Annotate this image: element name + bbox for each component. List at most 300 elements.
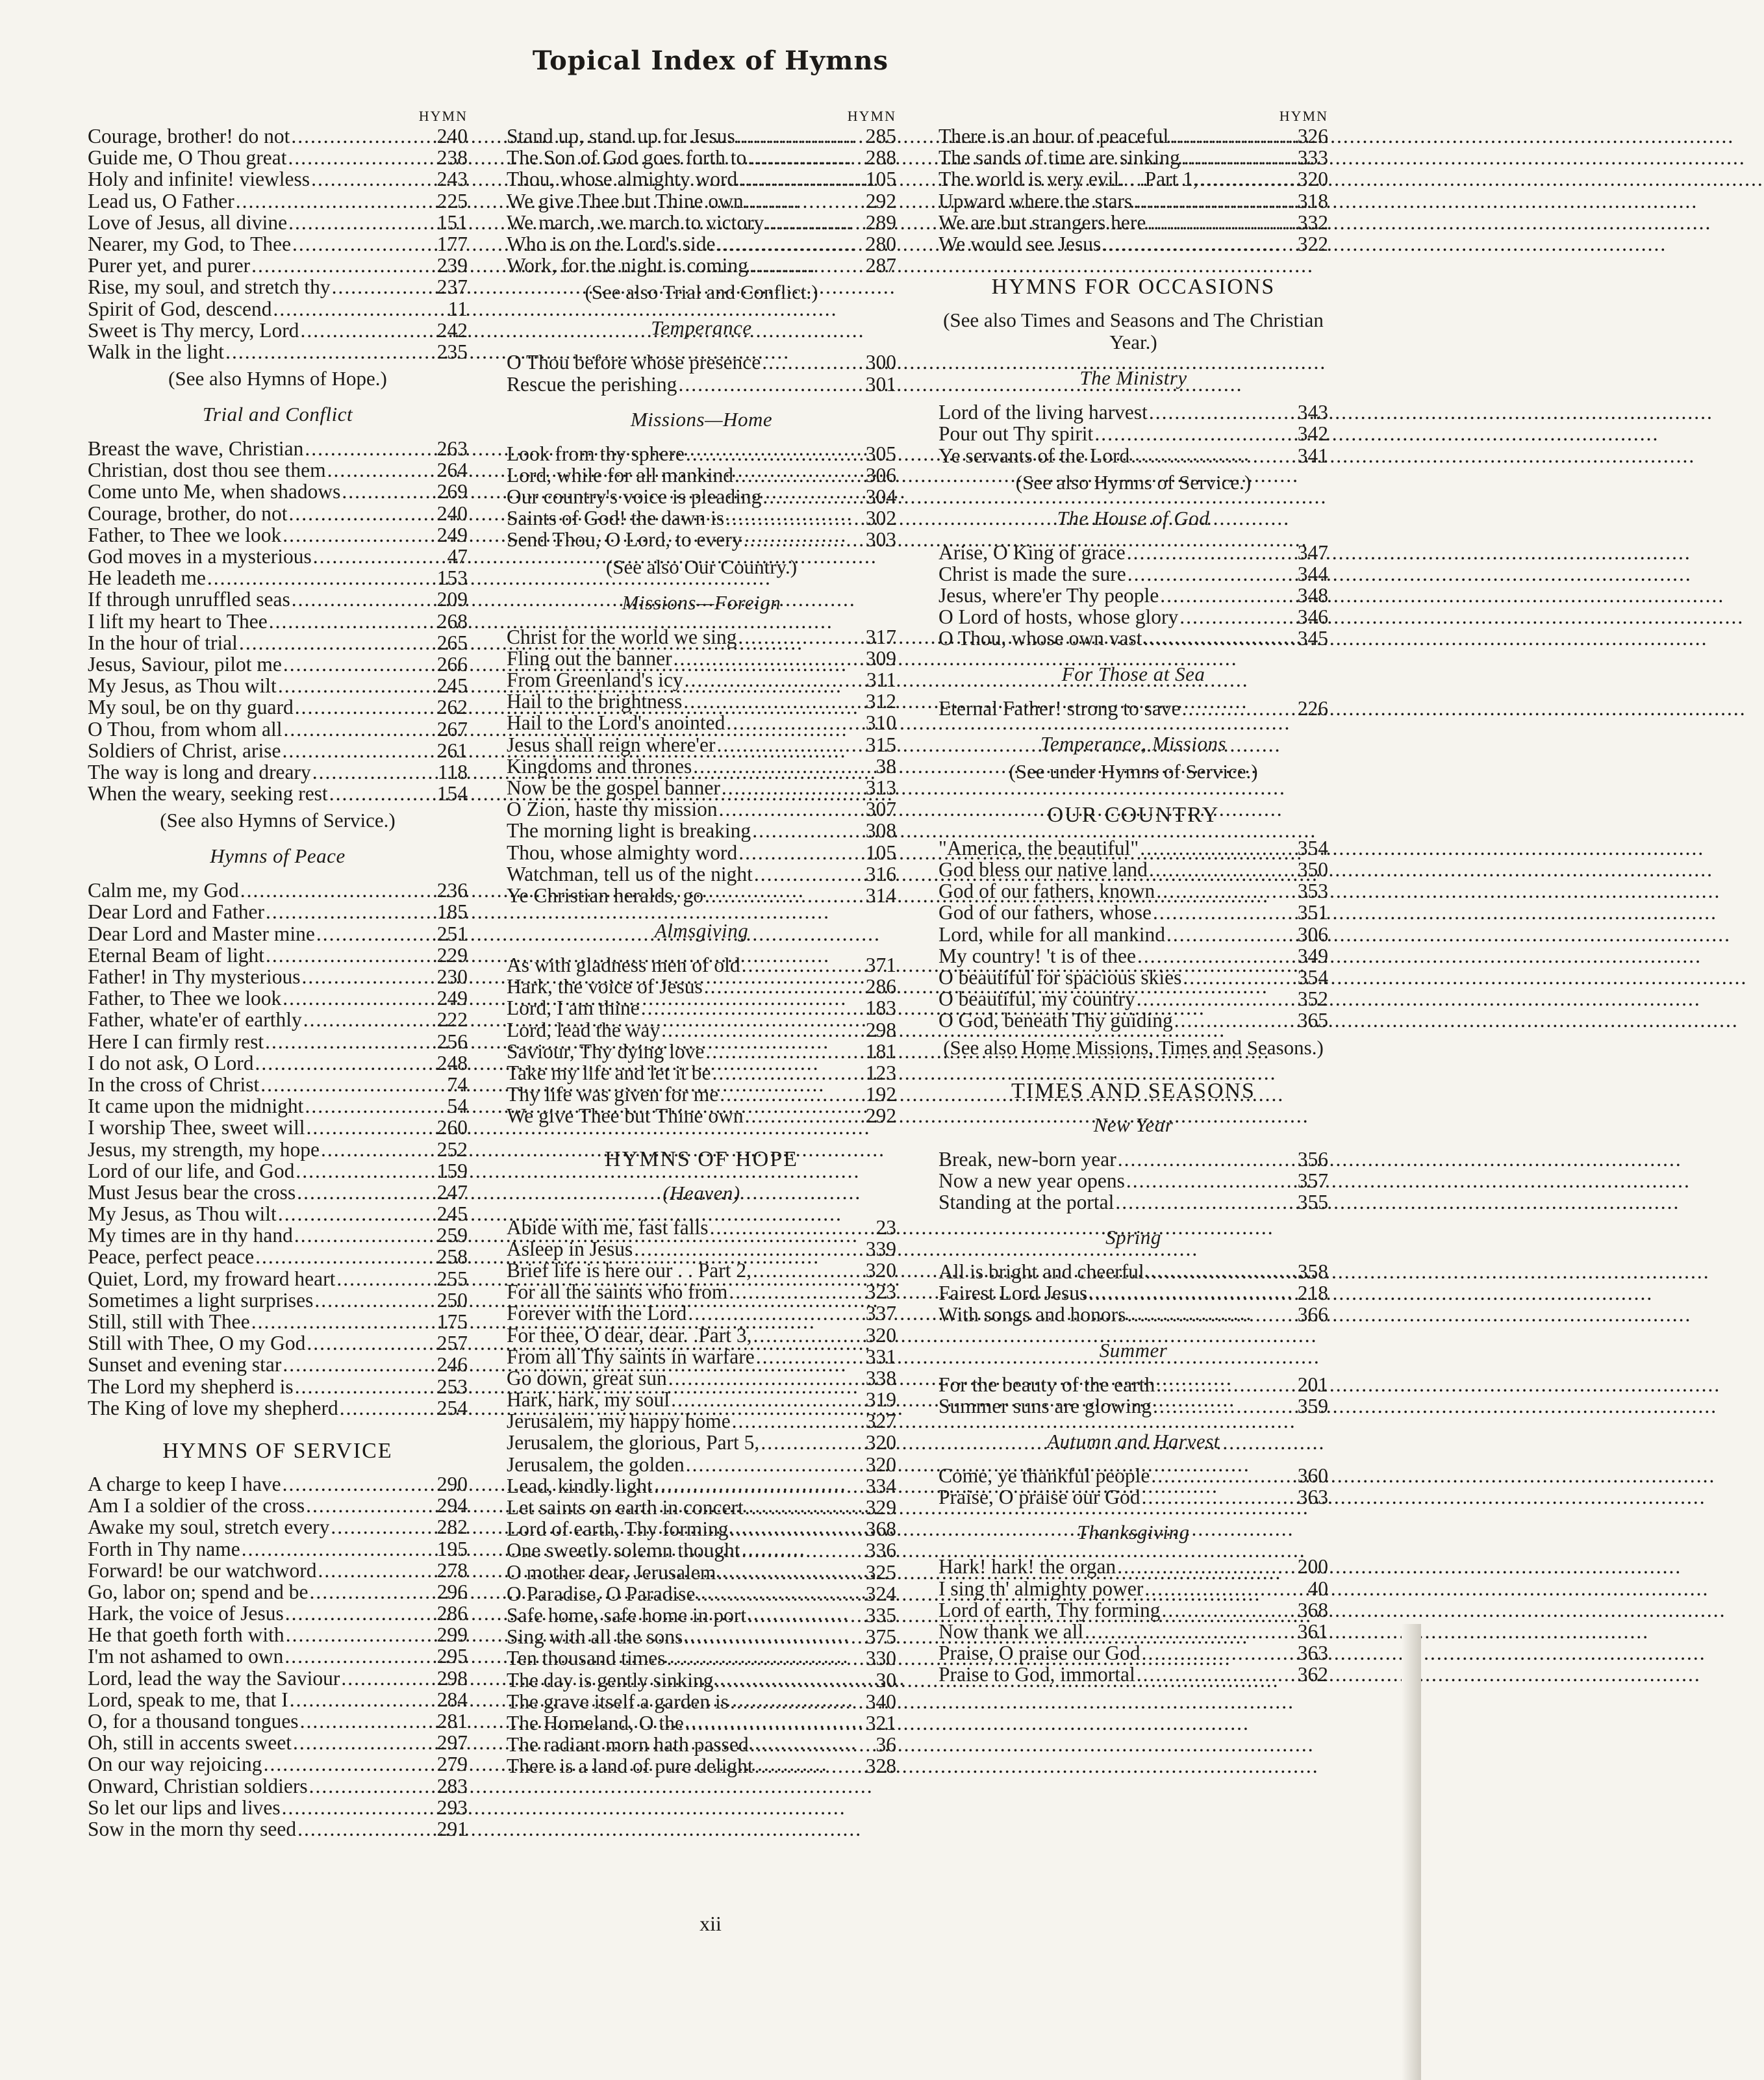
entry-list: [939, 542, 1328, 650]
entry-list: [88, 438, 468, 804]
hymn-number: 30: [876, 1668, 896, 1692]
index-entry: [88, 503, 468, 524]
dot-leader: [751, 1260, 866, 1281]
hymn-title: Eternal Father! strong to save: [939, 696, 1181, 720]
dot-leader: [224, 341, 437, 362]
hymn-number: 343: [1297, 401, 1328, 424]
dot-leader: [1093, 423, 1297, 444]
dot-leader: [268, 611, 437, 632]
dot-leader: [737, 626, 865, 648]
dot-leader: [1101, 233, 1297, 255]
dot-leader: [294, 1376, 437, 1397]
hymn-number: 333: [1297, 146, 1328, 170]
hymn-number: 38: [876, 754, 896, 778]
hymn-number: 250: [436, 1288, 468, 1312]
dot-leader: [303, 1095, 447, 1117]
dot-leader: [677, 374, 865, 395]
dot-leader: [749, 1734, 876, 1755]
hymn-title: Hark! hark! the organ: [939, 1555, 1116, 1579]
dot-leader: [1148, 859, 1298, 880]
index-entry: [507, 1691, 896, 1712]
hymn-number: 209: [436, 588, 468, 611]
index-entry: [939, 401, 1328, 423]
dot-leader: [1181, 967, 1297, 988]
index-entry: [88, 276, 468, 298]
dot-leader: [1144, 1261, 1298, 1282]
hymn-title: Forth in Thy name: [88, 1537, 240, 1560]
dot-leader: [284, 1603, 437, 1624]
index-entry: [507, 1604, 896, 1626]
index-entry: [88, 1473, 468, 1495]
index-entry: [939, 1304, 1328, 1325]
heading-hymns-of-service: HYMNS OF SERVICE: [162, 1438, 393, 1463]
entry-list: [939, 698, 1328, 719]
dot-leader: [264, 1031, 437, 1052]
hymn-number: 11: [447, 297, 468, 320]
hymn-title: Lord, lead the way: [507, 1018, 661, 1041]
dot-leader: [281, 1473, 437, 1495]
dot-leader: [695, 1583, 865, 1604]
index-entry: [88, 611, 468, 632]
dot-leader: [283, 718, 437, 740]
hymn-title: Rise, my soul, and stretch thy: [88, 275, 331, 299]
hymn-number: 151: [436, 210, 468, 234]
dot-leader: [294, 1160, 436, 1182]
entry-list: [939, 837, 1328, 1032]
hymn-title: Love of Jesus, all divine: [88, 210, 288, 234]
dot-leader: [296, 1818, 437, 1840]
hymn-title: O, for a thousand tongues: [88, 1710, 299, 1732]
hymn-number: 308: [865, 819, 896, 843]
hymn-title: Thou, whose almighty word: [507, 841, 738, 864]
hymn-number: 318: [1297, 189, 1328, 212]
hymn-title: Lord of earth, Thy forming: [507, 1517, 729, 1541]
hymn-number: 320: [865, 1323, 896, 1347]
hymn-number: 315: [865, 733, 896, 756]
dot-leader: [683, 1626, 865, 1647]
hymn-title: Come, ye thankful people: [939, 1464, 1150, 1487]
dot-leader: [746, 1604, 866, 1626]
index-column-3: [939, 107, 1328, 1686]
dot-leader: [1136, 945, 1298, 967]
entry-list: [88, 880, 468, 1419]
hymn-title: Work, for the night is coming: [507, 254, 748, 277]
index-entry: [88, 1775, 468, 1797]
hymn-title: In the cross of Christ: [88, 1072, 260, 1096]
dot-leader: [1152, 902, 1298, 923]
index-entry: [939, 190, 1328, 212]
hymn-number: 294: [436, 1494, 468, 1517]
hymn-title: Dear Lord and Father: [88, 900, 265, 924]
entry-list: [507, 1217, 896, 1777]
page-number: xii: [699, 1912, 722, 1935]
subheading-temperance-missions: Temperance, Missions: [1040, 731, 1227, 755]
dot-leader: [281, 524, 437, 546]
entry-list: [507, 443, 896, 551]
hymn-number: 321: [865, 1711, 896, 1734]
dot-leader: [729, 1691, 866, 1712]
index-entry: [88, 987, 468, 1009]
hymn-number: 338: [865, 1366, 896, 1389]
hymn-number: 345: [1297, 627, 1328, 650]
index-entry: [507, 1432, 896, 1453]
hymn-number: 366: [1297, 1303, 1328, 1326]
hymn-title: O Paradise, O Paradise: [507, 1582, 696, 1605]
index-entry: [507, 1260, 896, 1281]
dot-leader: [305, 1332, 436, 1354]
index-entry: [507, 1712, 896, 1734]
dot-leader: [238, 632, 437, 653]
index-entry: [939, 445, 1328, 466]
index-entry: [939, 1664, 1328, 1685]
index-entry: [507, 976, 896, 997]
hymn-title: My times are in thy hand: [88, 1224, 293, 1247]
hymn-number: 159: [436, 1159, 468, 1182]
dot-leader: [666, 1647, 866, 1669]
index-entry: [939, 1465, 1328, 1486]
dot-leader: [335, 1268, 436, 1289]
hymn-title: Send Thou, O Lord, to every: [507, 528, 742, 552]
index-entry: [88, 966, 468, 987]
hymn-title: The Lord my shepherd is: [88, 1375, 294, 1398]
index-entry: [507, 669, 896, 691]
index-entry: [88, 1095, 468, 1117]
hymn-title: Dear Lord and Master mine: [88, 922, 315, 945]
hymn-title: The radiant morn hath passed: [507, 1733, 749, 1757]
hymn-number: 286: [436, 1602, 468, 1625]
dot-leader: [250, 1311, 437, 1332]
hymn-title: Now thank we all: [939, 1619, 1084, 1643]
hymn-title: Pour out Thy spirit: [939, 422, 1094, 446]
hymn-title: Lord of the living harvest: [939, 401, 1148, 424]
hymn-title: Lord of earth, Thy forming: [939, 1598, 1161, 1621]
dot-leader: [685, 1454, 866, 1475]
hymn-title: Lord of our life, and God: [88, 1159, 295, 1182]
dot-leader: [633, 1238, 866, 1260]
dot-leader: [715, 734, 865, 755]
hymn-number: 335: [865, 1603, 896, 1627]
dot-leader: [692, 755, 876, 777]
hymn-number: 40: [1307, 1577, 1328, 1600]
dot-leader: [687, 1302, 865, 1324]
hymn-number: 280: [865, 232, 896, 255]
index-entry: [88, 1603, 468, 1624]
dot-leader: [1155, 1374, 1297, 1395]
entry-list: [88, 1473, 468, 1840]
index-entry: [88, 1031, 468, 1052]
dot-leader: [660, 1019, 866, 1041]
hymn-number: 240: [436, 501, 468, 525]
hymn-number: 248: [436, 1051, 468, 1074]
hymn-title: We are but strangers here: [939, 210, 1146, 234]
index-entry: [88, 320, 468, 341]
hymn-number: 264: [436, 459, 468, 482]
hymn-title: My Jesus, as Thou wilt: [88, 1202, 277, 1226]
see-also-note: (See also Home Missions, Times and Seasons.): [943, 1035, 1324, 1059]
subheading-trial-and-conflict: Trial and Conflict: [202, 403, 353, 426]
dot-leader: [1181, 698, 1298, 719]
index-entry: [507, 777, 896, 798]
dot-leader: [340, 1668, 436, 1689]
hymn-number: 303: [865, 528, 896, 552]
hymn-title: The grave itself a garden is: [507, 1690, 729, 1713]
index-entry: [88, 567, 468, 589]
dot-leader: [253, 1052, 436, 1074]
index-entry: [939, 1599, 1328, 1621]
dot-leader: [1126, 542, 1298, 563]
hymn-title: My country! 't is of thee: [939, 944, 1136, 967]
entry-list: [939, 1148, 1328, 1213]
hymn-number: 23: [876, 1215, 896, 1239]
hymn-title: O beautiful, my country: [939, 987, 1135, 1011]
hymn-number: 200: [1297, 1555, 1328, 1579]
hymn-title: Ye servants of the Lord: [939, 444, 1130, 467]
index-entry: [88, 1624, 468, 1645]
dot-leader: [716, 233, 866, 255]
hymn-number: 47: [447, 545, 468, 568]
dot-leader: [234, 190, 437, 212]
dot-leader: [303, 438, 436, 459]
hymn-number: 298: [865, 1018, 896, 1041]
hymn-title: For the beauty of the earth: [939, 1373, 1155, 1396]
index-entry: [507, 1562, 896, 1583]
index-entry: [507, 842, 896, 863]
index-entry: [507, 1019, 896, 1041]
hymn-title: Abide with me, fast falls: [507, 1215, 709, 1239]
dot-leader: [1116, 1556, 1298, 1577]
dot-leader: [313, 1289, 436, 1311]
entry-list: [507, 954, 896, 1127]
hymn-title: Sing with all the sons: [507, 1625, 683, 1649]
hymn-number: 123: [865, 1061, 896, 1084]
index-entry: [507, 1647, 896, 1669]
index-entry: [88, 761, 468, 783]
dot-leader: [716, 1562, 865, 1583]
hymn-title: With songs and honors: [939, 1303, 1126, 1326]
index-entry: [507, 626, 896, 648]
hymn-title: One sweetly solemn thought: [507, 1539, 740, 1562]
index-entry: [88, 168, 468, 190]
index-entry: [88, 1538, 468, 1560]
index-column-1: [88, 107, 468, 1840]
hymn-number: 375: [865, 1625, 896, 1649]
dot-leader: [1126, 563, 1298, 585]
hymn-column-label: HYMN: [418, 108, 468, 124]
hymn-number: 254: [436, 1396, 468, 1419]
index-entry: [507, 1454, 896, 1475]
hymn-number: 324: [865, 1582, 896, 1605]
index-entry: [88, 1182, 468, 1203]
hymn-number: 295: [436, 1645, 468, 1668]
hymn-number: 74: [447, 1072, 468, 1096]
dot-leader: [761, 351, 865, 373]
dot-leader: [254, 1246, 437, 1267]
index-entry: [939, 1009, 1328, 1031]
hymn-number: 351: [1297, 901, 1328, 924]
hymn-number: 301: [865, 372, 896, 396]
hymn-number: 319: [865, 1388, 896, 1412]
hymn-number: 358: [1297, 1260, 1328, 1284]
hymn-title: We give Thee but Thine own: [507, 189, 744, 212]
hymn-number: 310: [865, 711, 896, 735]
dot-leader: [759, 1432, 865, 1453]
hymn-number: 323: [865, 1280, 896, 1304]
hymn-number: 288: [865, 146, 896, 170]
hymn-number: 368: [1297, 1598, 1328, 1621]
entry-list: [939, 1261, 1328, 1326]
index-entry: [88, 1160, 468, 1182]
subheading-missions-foreign: Missions—Foreign: [622, 590, 781, 614]
index-entry: [939, 542, 1328, 563]
hymn-number: 363: [1297, 1642, 1328, 1665]
dot-leader: [292, 1732, 437, 1753]
index-entry: [88, 1397, 468, 1419]
dot-leader: [764, 212, 865, 233]
hymn-number: 341: [1297, 444, 1328, 467]
subheading-for-those-at-sea: For Those at Sea: [1061, 662, 1205, 685]
hymn-title: Still, still with Thee: [88, 1310, 250, 1333]
dot-leader: [312, 546, 447, 567]
hymn-number: 222: [436, 1008, 468, 1032]
hymn-title: Jesus, Saviour, pilot me: [88, 652, 282, 676]
hymn-title: Christ for the world we sing: [507, 625, 737, 648]
hymn-number: 325: [865, 1560, 896, 1584]
hymn-title: Go, labor on; spend and be: [88, 1580, 309, 1603]
dot-leader: [735, 125, 866, 147]
index-entry: [507, 1302, 896, 1324]
index-entry: [88, 147, 468, 168]
hymn-title: O Thou before whose presence: [507, 351, 761, 374]
hymn-title: Holy and infinite! viewless: [88, 168, 310, 191]
index-entry: [507, 1583, 896, 1604]
index-entry: [88, 1689, 468, 1710]
hymn-title: Lord, while for all mankind: [939, 922, 1166, 946]
hymn-number: 226: [1297, 696, 1328, 720]
dot-leader: [752, 1325, 866, 1346]
dot-leader: [240, 1538, 437, 1560]
index-entry: [939, 698, 1328, 719]
dot-leader: [1143, 1578, 1307, 1599]
dot-leader: [1150, 1465, 1297, 1486]
dot-leader: [1198, 168, 1298, 190]
dot-leader: [667, 1367, 866, 1389]
hymn-title: Calm me, my God: [88, 879, 239, 902]
hymn-number: 371: [865, 954, 896, 977]
dot-leader: [1135, 988, 1298, 1009]
index-entry: [507, 147, 896, 168]
index-entry: [88, 1376, 468, 1397]
hymn-title: Hark, the voice of Jesus: [88, 1602, 284, 1625]
hymn-title: Hail to the brightness: [507, 690, 683, 713]
hymn-number: 353: [1297, 880, 1328, 903]
index-entry: [507, 1084, 896, 1105]
hymn-title: So let our lips and lives: [88, 1795, 281, 1819]
index-entry: [88, 696, 468, 718]
dot-leader: [294, 696, 437, 718]
dot-leader: [310, 168, 437, 190]
hymn-title: The King of love my shepherd: [88, 1396, 338, 1419]
dot-leader: [259, 1074, 447, 1095]
hymn-number: 304: [865, 485, 896, 509]
hymn-number: 293: [436, 1795, 468, 1819]
dot-leader: [281, 987, 437, 1009]
index-entry: [939, 1148, 1328, 1170]
hymn-title: Come unto Me, when shadows: [88, 480, 341, 503]
hymn-title: I'm not ashamed to own: [88, 1645, 284, 1668]
hymn-number: 261: [436, 739, 468, 762]
hymn-title: Spirit of God, descend: [88, 297, 272, 320]
index-entry: [88, 190, 468, 212]
index-entry: [88, 1139, 468, 1160]
index-entry: [507, 954, 896, 976]
hymn-number: 328: [865, 1755, 896, 1778]
index-entry: [939, 967, 1328, 988]
hymn-number: 154: [436, 782, 468, 805]
subheading-house-of-god: The House of God: [1057, 506, 1210, 529]
index-entry: [939, 1486, 1328, 1508]
dot-leader: [713, 1669, 876, 1691]
hymn-number: 317: [865, 625, 896, 648]
dot-leader: [1165, 924, 1298, 945]
hymn-title: "America, the beautiful": [939, 836, 1139, 859]
hymn-number: 313: [865, 776, 896, 799]
hymn-title: The Homeland, O the: [507, 1711, 684, 1734]
hymn-number: 263: [436, 437, 468, 461]
dot-leader: [296, 1182, 437, 1203]
hymn-number: 192: [865, 1083, 896, 1106]
hymn-title: Onward, Christian soldiers: [88, 1774, 308, 1797]
dot-leader: [264, 945, 437, 966]
index-entry: [507, 351, 896, 373]
index-entry: [939, 1170, 1328, 1191]
index-entry: [88, 1052, 468, 1074]
index-entry: [939, 628, 1328, 649]
hymn-number: 243: [436, 168, 468, 191]
hymn-title: Saints of God! the dawn is: [507, 507, 725, 530]
dot-leader: [753, 863, 866, 885]
hymn-number: 258: [436, 1245, 468, 1269]
hymn-number: 361: [1297, 1619, 1328, 1643]
see-also-note: (See under Hymns of Service.): [1009, 759, 1258, 783]
see-also-note: (See also Hymns of Hope.): [168, 367, 387, 390]
dot-leader: [718, 798, 866, 820]
index-entry: [939, 606, 1328, 628]
hymn-number: 298: [436, 1666, 468, 1690]
index-entry: [88, 1732, 468, 1753]
hymn-title: Guide me, O Thou great: [88, 146, 287, 170]
dot-leader: [670, 1389, 866, 1410]
dot-leader: [299, 1710, 437, 1732]
hymn-title: The sands of time are sinking: [939, 146, 1180, 170]
hymn-title: Sunset and evening star: [88, 1353, 282, 1376]
dot-leader: [340, 481, 436, 502]
hymn-title: Jerusalem, the golden: [507, 1452, 685, 1476]
dot-leader: [308, 1581, 436, 1603]
hymn-title: The Son of God goes forth to: [507, 146, 747, 170]
index-entry: [88, 1268, 468, 1289]
hymn-title: Rescue the perishing: [507, 372, 677, 396]
hymn-number: 337: [865, 1302, 896, 1325]
index-entry: [88, 1311, 468, 1332]
hymn-title: Now a new year opens: [939, 1169, 1125, 1192]
index-entry: [507, 885, 896, 906]
index-entry: [507, 1217, 896, 1238]
dot-leader: [703, 976, 866, 997]
index-entry: [507, 255, 896, 276]
index-entry: [507, 1540, 896, 1561]
hymn-title: Summer suns are glowing: [939, 1394, 1152, 1417]
hymn-number: 354: [1297, 965, 1328, 989]
